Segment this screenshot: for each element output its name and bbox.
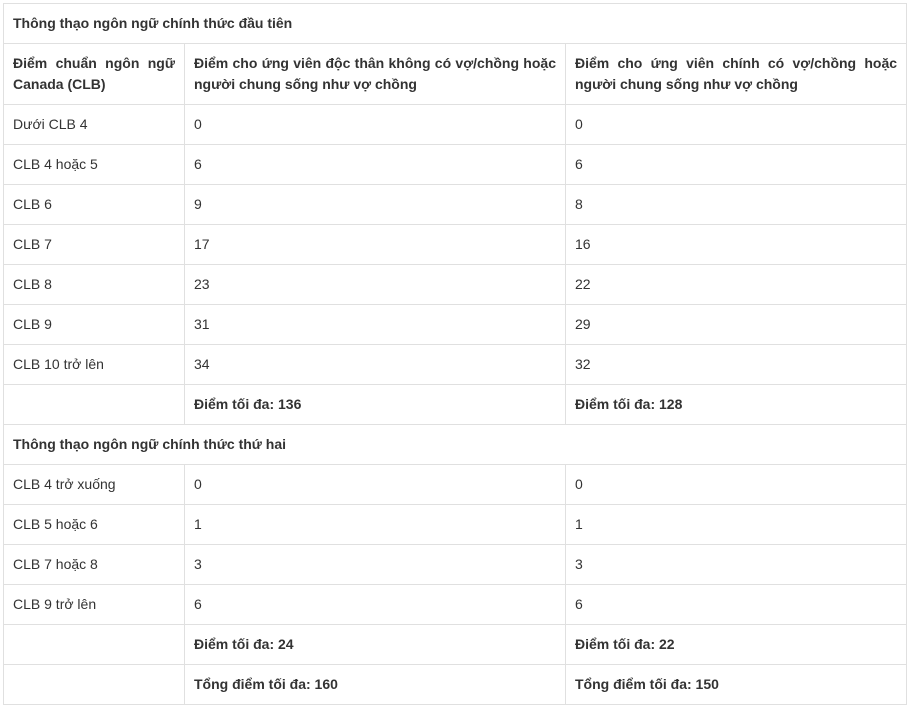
table-row <box>4 345 907 385</box>
table-cell: 31 <box>185 305 566 345</box>
table-row <box>4 585 907 625</box>
table-cell: CLB 5 hoặc 6 <box>4 505 185 545</box>
table-cell: 0 <box>185 105 566 145</box>
table-row <box>4 145 907 185</box>
table-row <box>4 505 907 545</box>
table-cell: 6 <box>185 145 566 185</box>
table-row <box>4 305 907 345</box>
table-cell: CLB 8 <box>4 265 185 305</box>
table-cell: 8 <box>566 185 907 225</box>
empty-cell <box>4 665 185 705</box>
column-header: Điểm cho ứng viên chính có vợ/chồng hoặc người chung sống như vợ chồng <box>566 44 907 105</box>
table-cell: 23 <box>185 265 566 305</box>
table-cell: 17 <box>185 225 566 265</box>
section-header-row <box>4 425 907 465</box>
empty-cell <box>4 385 185 425</box>
table-cell: 6 <box>566 145 907 185</box>
table-cell: 29 <box>566 305 907 345</box>
section-header-row <box>4 4 907 44</box>
table-cell: CLB 9 <box>4 305 185 345</box>
max-points-cell: Điểm tối đa: 128 <box>566 385 907 425</box>
table-cell: 32 <box>566 345 907 385</box>
table-cell: 3 <box>185 545 566 585</box>
language-points-table <box>3 3 907 705</box>
table-cell: CLB 7 <box>4 225 185 265</box>
section-title: Thông thạo ngôn ngữ chính thức đầu tiên <box>4 4 907 44</box>
table-cell: 34 <box>185 345 566 385</box>
max-points-cell: Điểm tối đa: 22 <box>566 625 907 665</box>
table-row <box>4 545 907 585</box>
max-points-row <box>4 385 907 425</box>
table-cell: 0 <box>566 105 907 145</box>
column-header-row <box>4 44 907 105</box>
total-points-row <box>4 665 907 705</box>
section-title: Thông thạo ngôn ngữ chính thức thứ hai <box>4 425 907 465</box>
table-cell: CLB 7 hoặc 8 <box>4 545 185 585</box>
empty-cell <box>4 625 185 665</box>
table-cell: 1 <box>566 505 907 545</box>
table-cell: Dưới CLB 4 <box>4 105 185 145</box>
table-cell: CLB 4 trở xuống <box>4 465 185 505</box>
table-row <box>4 465 907 505</box>
table-cell: CLB 10 trở lên <box>4 345 185 385</box>
table-row <box>4 105 907 145</box>
table-cell: CLB 9 trở lên <box>4 585 185 625</box>
table-cell: 22 <box>566 265 907 305</box>
table-cell: CLB 6 <box>4 185 185 225</box>
max-points-cell: Điểm tối đa: 136 <box>185 385 566 425</box>
column-header: Điểm cho ứng viên độc thân không có vợ/chồng hoặc người chung sống như vợ chồng <box>185 44 566 105</box>
column-header: Điểm chuẩn ngôn ngữ Canada (CLB) <box>4 44 185 105</box>
table-row <box>4 225 907 265</box>
max-points-row <box>4 625 907 665</box>
table-cell: 3 <box>566 545 907 585</box>
table-cell: 0 <box>185 465 566 505</box>
table-row <box>4 185 907 225</box>
table-cell: 16 <box>566 225 907 265</box>
total-points-cell: Tổng điểm tối đa: 160 <box>185 665 566 705</box>
max-points-cell: Điểm tối đa: 24 <box>185 625 566 665</box>
total-points-cell: Tổng điểm tối đa: 150 <box>566 665 907 705</box>
table-row <box>4 265 907 305</box>
table-cell: 9 <box>185 185 566 225</box>
table-cell: CLB 4 hoặc 5 <box>4 145 185 185</box>
table-cell: 6 <box>185 585 566 625</box>
table-cell: 1 <box>185 505 566 545</box>
table-cell: 6 <box>566 585 907 625</box>
table-cell: 0 <box>566 465 907 505</box>
